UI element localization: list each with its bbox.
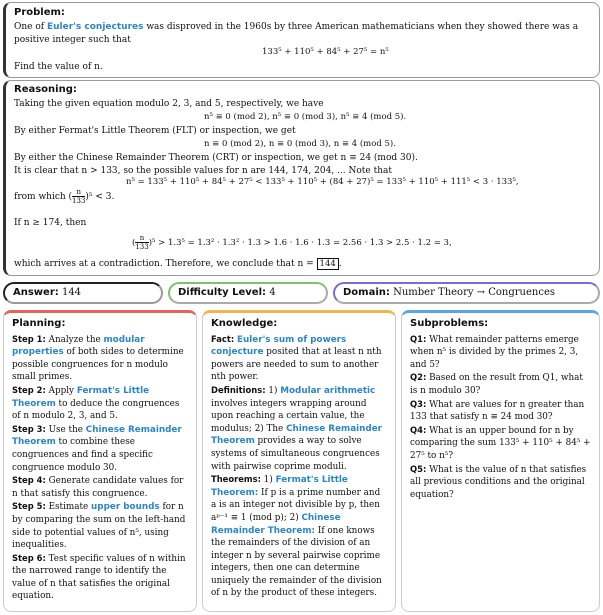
answer-pill [3,282,163,304]
crt-def-link[interactable]: Chinese Remainder Theorem [211,423,383,447]
q4-label: Q4: [410,424,427,435]
reasoning-math-2: n ≡ 0 (mod 2), n ≡ 0 (mod 3), n ≡ 4 (mod 5). [204,139,396,149]
step-1-label: Step 1: [12,333,46,344]
planning-step-1 [12,333,188,384]
q5-label: Q5: [410,463,427,474]
reasoning-line-1: Taking the given equation modulo 2, 3, and 5, respectively, we have [14,99,324,109]
conclusion-text: which arrives at a contradiction. Therefore, we conclude that n = [14,259,314,269]
planning-panel [3,310,197,612]
domain-value: Number Theory → Congruences [393,287,555,298]
reasoning-math-4: ( $\frac{n}{133}$ )⁵ > 1.3⁵ = 1.3² · 1.3² · 1.3 > 1.6 · 1.6 · 1.3 = 2.56 · 1.3 > 2.5 · 1.2 = 3, [132,234,452,251]
planning-step-3 [12,423,188,474]
fraction-n-133-b [135,234,148,251]
reasoning-line-5: from which ( $\frac{n}{133}$ )⁵ < 3. [14,188,115,205]
fact-body: posited that at least n nth powers are needed to sum to another nth power. [211,347,382,383]
step-4-label: Step 4: [12,475,46,486]
subproblem-q3 [410,398,591,424]
upper-bounds-link[interactable]: upper bounds [91,502,160,513]
q3-text: What are values for n greater than 133 that satisfy n ≡ 24 mod 30? [410,399,585,423]
problem-line-2: positive integer such that [14,35,131,45]
step-5-a: Estimate [45,502,92,513]
subproblem-q5 [410,463,591,502]
problem-ask: Find the value of n. [14,62,103,72]
planning-step-6 [12,552,188,603]
planning-step-5 [12,500,188,551]
flt-link[interactable]: Fermat's Little Theorem [12,385,150,409]
thm-c: If one knows the remainders of the division of an integer n by several pairwise coprime integers, then one can determine uniquely the remainder of the division of n by the product of these integers. [211,525,382,599]
frac-den: 133 [72,197,86,205]
q2-text: Based on the result from Q1, what is n modulo 30? [410,373,583,396]
knowledge-panel [202,310,396,612]
problem-line-1 [14,21,578,34]
crt-link[interactable]: Chinese Remainder Theorem [12,424,182,448]
step-2-a: Apply [45,385,77,396]
step-3-b: to combine these congruences and find a specific congruence modulo 30. [12,437,153,473]
planning-step-4 [12,474,188,500]
planning-step-2 [12,384,188,423]
step-5-label: Step 5: [12,501,46,512]
step-6-a: Test specific values of n within the narrowed range to identify the value of n that satisfies the original equation. [12,553,186,602]
step-4-a: Generate candidate values for n that satisfy this congruence. [12,476,184,499]
knowledge-theorems [211,473,387,600]
q3-label: Q3: [410,398,427,409]
subproblem-q4 [410,424,591,463]
answer-label: Answer: [13,287,59,298]
problem-pre: One of [14,22,47,32]
q2-label: Q2: [410,372,427,383]
difficulty-label: Difficulty Level: [178,287,267,298]
knowledge-heading: Knowledge: [211,318,278,329]
step-6-label: Step 6: [12,552,46,563]
reasoning-line-3: By either the Chinese Remainder Theorem (CRT) or inspection, we get n ≡ 24 (mod 30). [14,153,418,163]
subproblems-heading: Subproblems: [410,318,489,329]
reasoning-line-7: which arrives at a contradiction. Therefore, we conclude that n = 144 . [14,259,342,269]
from-which: from which [14,192,66,202]
frac-num: n [72,188,85,197]
def-a: 1) [265,385,281,396]
definitions-label: Definitions: [211,384,266,395]
reasoning-heading: Reasoning: [14,84,77,95]
q4-text: What is an upper bound for n by comparing the sum 133⁵ + 110⁵ + 84⁵ + 27⁵ to n⁵? [410,425,591,461]
fact-label: Fact: [211,333,235,344]
reasoning-line-6: If n ≥ 174, then [14,218,87,228]
domain-pill [333,282,600,304]
step-1-a: Analyze the [45,334,104,345]
difficulty-pill [168,282,328,304]
theorems-label: Theorems: [211,474,261,485]
planning-heading: Planning: [12,318,66,329]
euler-conjectures-link[interactable]: Euler's conjectures [46,22,144,32]
reasoning-box [3,80,600,276]
frac2-num: n [135,234,148,243]
q1-label: Q1: [410,333,427,344]
problem-post: was disproved in the 1960s by three American mathematicians when they showed there was a [143,22,579,32]
reasoning-math-1: n⁵ ≡ 0 (mod 2), n⁵ ≡ 0 (mod 3), n⁵ ≡ 4 (mod 5). [204,112,407,122]
domain-label: Domain: [343,287,390,298]
euler-sum-link[interactable]: Euler's sum of powers conjecture [211,334,347,358]
step-2-label: Step 2: [12,384,46,395]
problem-equation: 133⁵ + 110⁵ + 84⁵ + 27⁵ = n⁵ [262,47,389,57]
reasoning-math-3: n⁵ = 133⁵ + 110⁵ + 84⁵ + 27⁵ < 133⁵ + 110⁵ + (84 + 27)⁵ = 133⁵ + 110⁵ + 111⁵ < 3 · 133⁵, [126,177,519,187]
step-2-b: to deduce the congruences of n modulo 2, 3, and 5. [12,398,180,422]
subproblems-panel [401,310,600,612]
modular-properties-link[interactable]: modular properties [12,334,145,358]
difficulty-value: 4 [269,287,276,298]
knowledge-definitions [211,384,387,473]
math-4-body: )⁵ > 1.3⁵ = 1.3² · 1.3² · 1.3 > 1.6 · 1.6 · 1.3 = 2.56 · 1.3 > 2.5 · 1.2 = 3, [148,238,452,248]
flt-theorem-link[interactable]: Fermat's Little Theorem: [211,475,348,498]
frac-ineq: )⁵ < 3. [85,192,115,202]
problem-box [3,2,600,78]
step-5-b: for n by comparing the sum on the left-hand side to potential values of n⁵, using inequalities. [12,502,186,551]
step-3-label: Step 3: [12,423,46,434]
subproblem-q1 [410,333,591,372]
reasoning-line-4: It is clear that n > 133, so the possible values for n are 144, 174, 204, ... Note that [14,166,392,176]
knowledge-fact [211,333,387,384]
problem-heading: Problem: [14,7,65,18]
boxed-answer: 144 [317,258,339,270]
step-1-b: of both sides to determine possible congruences for n modulo small primes. [12,347,184,383]
step-3-a: Use the [45,424,86,435]
thm-a: 1) [260,475,276,486]
thm-b: If p is a prime number and a is an integer not divisible by p, then aᵖ⁻¹ ≡ 1 (mod p); 2) [211,487,381,523]
answer-value: 144 [61,287,82,298]
reasoning-line-2: By either Fermat's Little Theorem (FLT) or inspection, we get [14,126,296,136]
fraction-n-133 [72,188,85,205]
frac2-den: 133 [135,243,149,251]
subproblem-q2 [410,371,591,397]
q1-text: What remainder patterns emerge when n⁵ is divided by the primes 2, 3, and 5? [410,334,579,370]
modular-arithmetic-link[interactable]: Modular arithmetic [280,385,376,396]
def-c: provides a way to solve systems of simultaneous congruences with pairwise coprime moduli. [211,436,380,472]
def-b: involves integers wrapping around upon reaching a certain value, the modulus; 2) The [211,398,367,434]
crt-theorem-link[interactable]: Chinese Remainder Theorem: [211,512,341,536]
q5-text: What is the value of n that satisfies all previous conditions and the original equation? [410,464,587,500]
